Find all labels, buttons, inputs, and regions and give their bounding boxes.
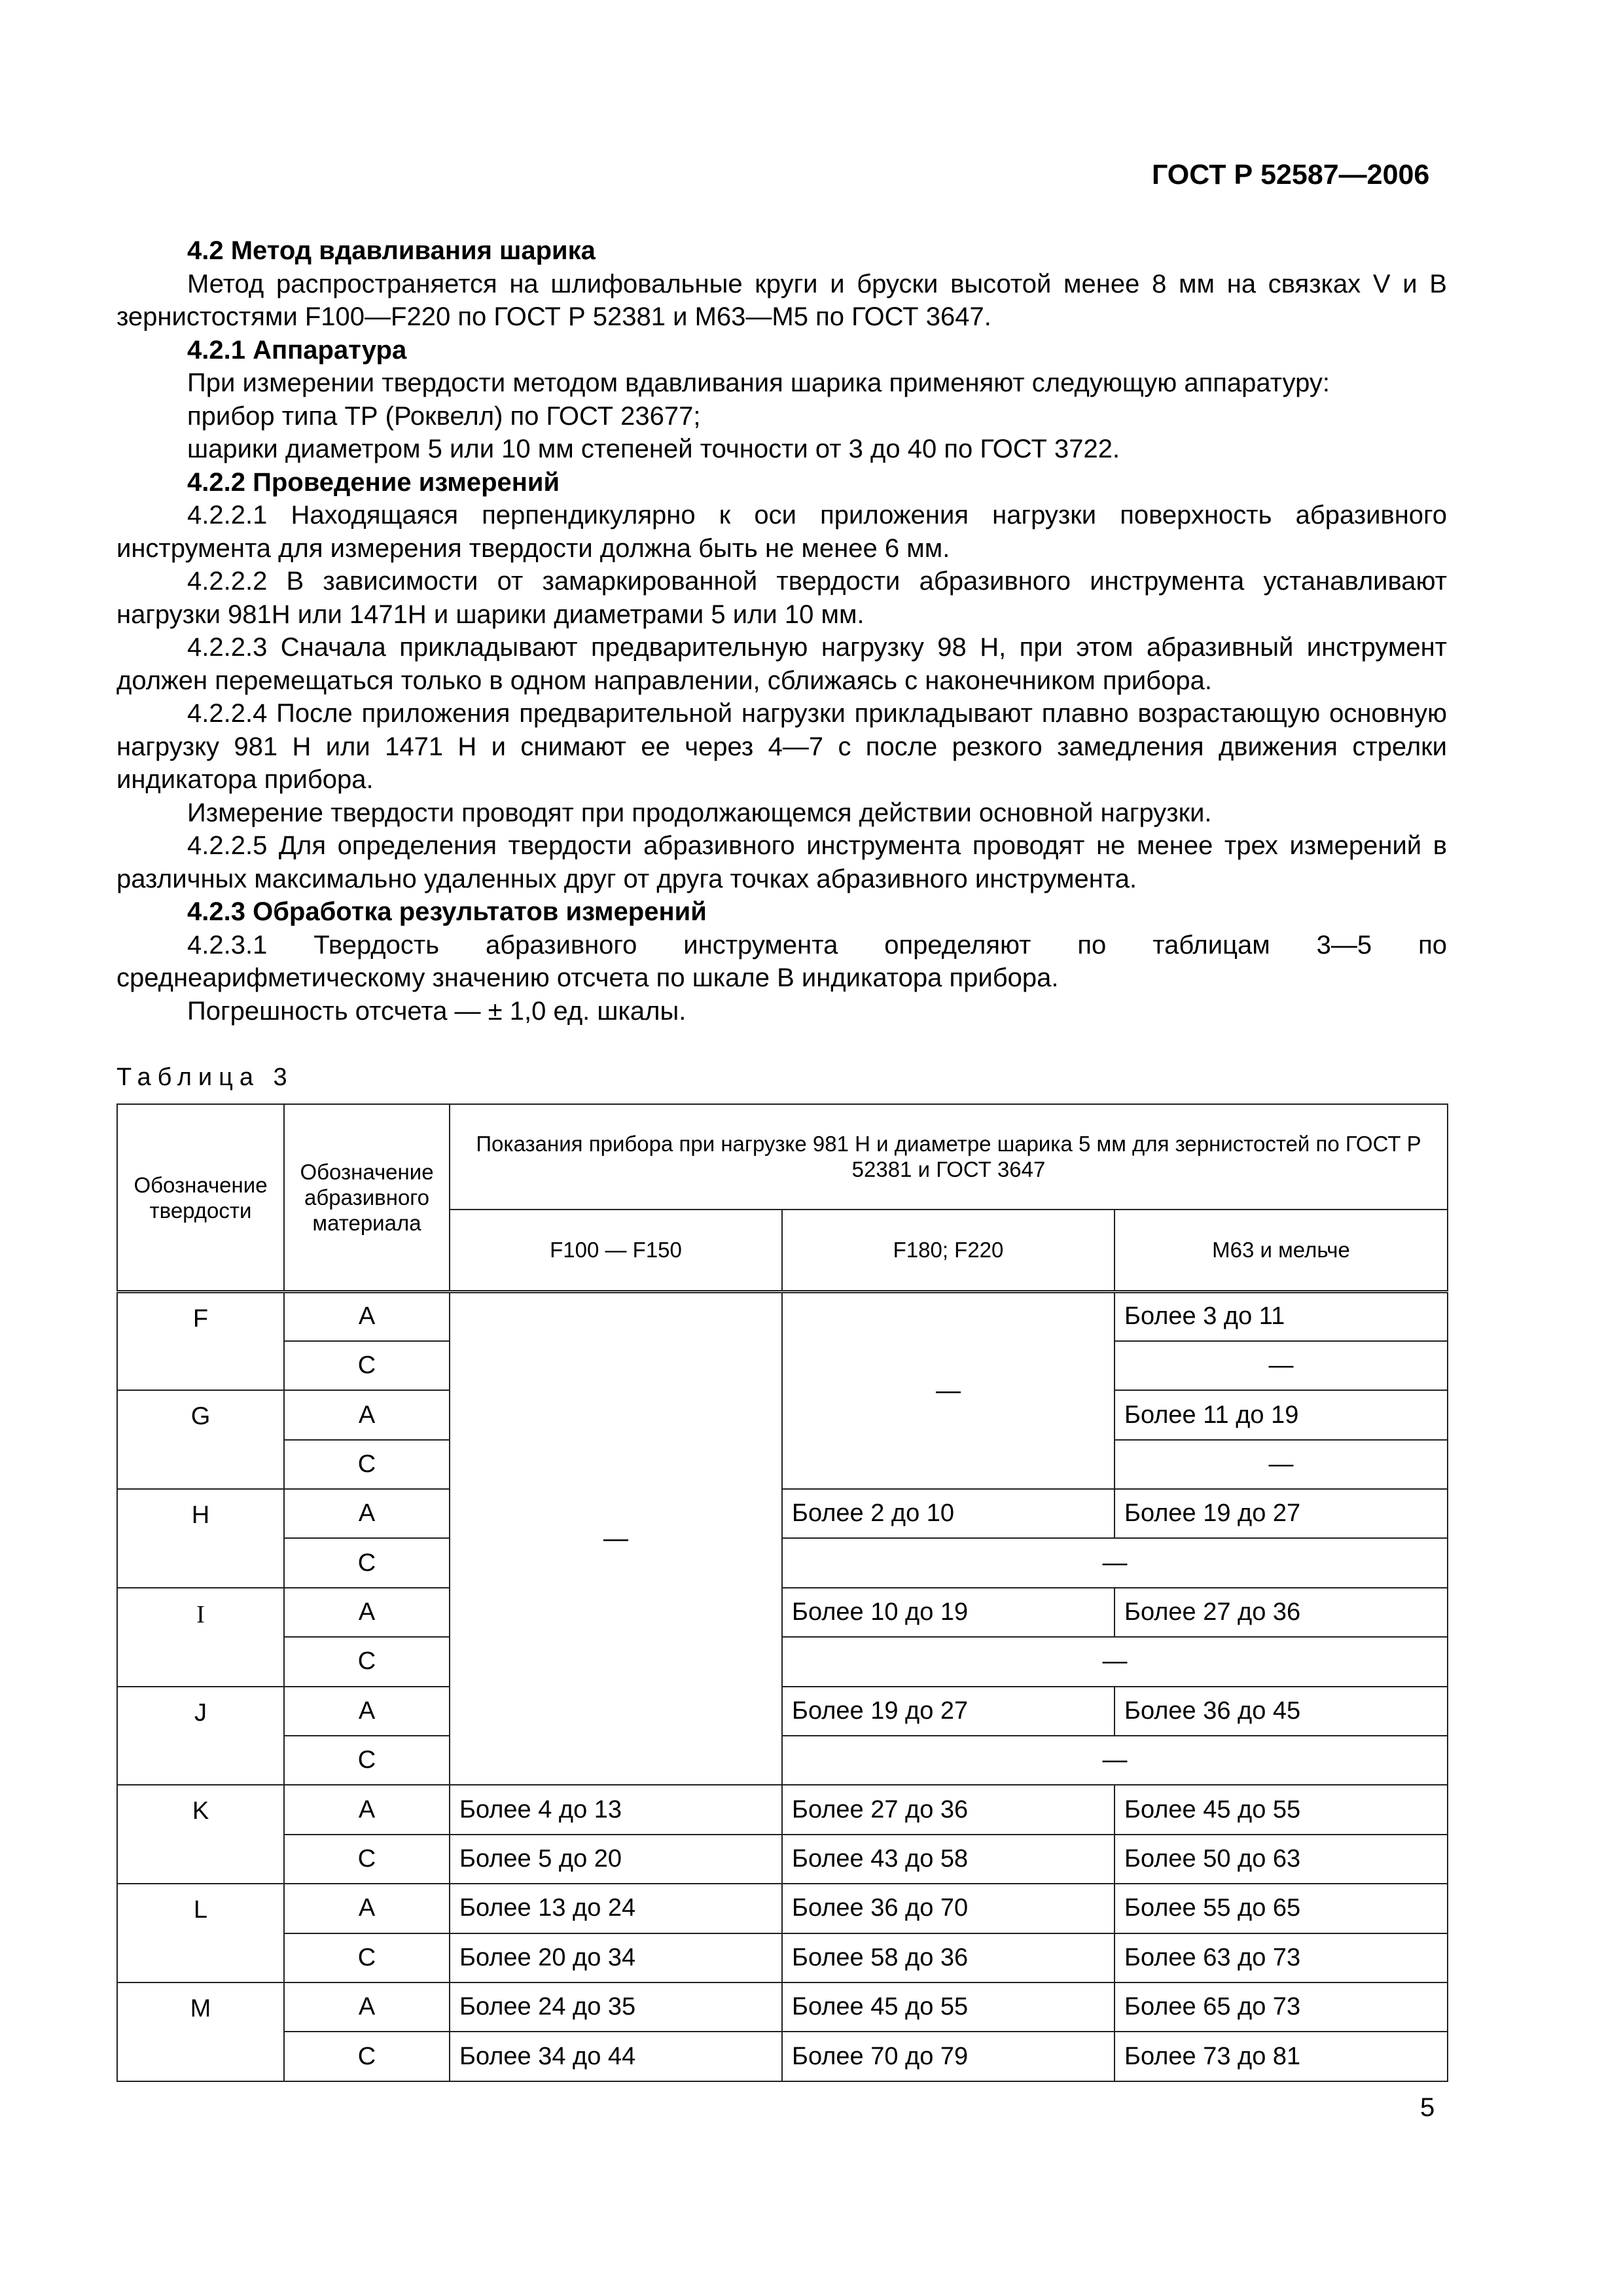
- table-caption: Таблица 3: [116, 1064, 294, 1091]
- value-cell: Более 36 до 70: [782, 1884, 1115, 1933]
- value-cell: Более 45 до 55: [1115, 1785, 1448, 1834]
- dash-cell-f180-upper: —: [782, 1292, 1115, 1490]
- value-cell: Более 5 до 20: [450, 1835, 782, 1884]
- hardness-cell: G: [117, 1390, 284, 1489]
- dash-cell: —: [1115, 1341, 1448, 1390]
- table-row: [117, 1538, 1448, 1587]
- paragraph-4-2-2-1: 4.2.2.1 Находящаяся перпендикулярно к оси приложения нагрузки поверхность абразивного инструмента для измерения твердости должна быть не менее 6 мм.: [116, 501, 1447, 563]
- dash-cell: —: [782, 1736, 1448, 1785]
- dash-cell: —: [782, 1538, 1448, 1587]
- paragraph-scope: Метод распространяется на шлифовальные круги и бруски высотой менее 8 мм на связках V и B зернистостями F100—F220 по ГОСТ Р 52381 и M63—M5 по ГОСТ 3647.: [116, 269, 1447, 331]
- paragraph-4-2-2-2: 4.2.2.2 В зависимости от замаркированной твердости абразивного инструмента устанавливают нагрузки 981Н или 1471Н и шарики диаметрами 5 или 10 мм.: [116, 567, 1447, 629]
- value-cell: Более 65 до 73: [1115, 1982, 1448, 2032]
- paragraph-4-2-2-3: 4.2.2.3 Сначала прикладывают предварительную нагрузку 98 Н, при этом абразивный инструмент должен перемещаться только в одном направлении, сближаясь с наконечником прибора.: [116, 633, 1447, 695]
- dash-cell: —: [782, 1637, 1448, 1686]
- hardness-cell: H: [117, 1489, 284, 1588]
- material-cell: A: [284, 1687, 450, 1736]
- material-cell: C: [284, 1736, 450, 1785]
- material-cell: A: [284, 1785, 450, 1834]
- material-cell: C: [284, 1835, 450, 1884]
- hardness-cell: K: [117, 1785, 284, 1884]
- hardness-cell: L: [117, 1884, 284, 1982]
- value-cell: Более 43 до 58: [782, 1835, 1115, 1884]
- table-row: [117, 1933, 1448, 1982]
- paragraph-apparatus-device: прибор типа ТР (Роквелл) по ГОСТ 23677;: [187, 401, 701, 431]
- page-number: 5: [1420, 2093, 1435, 2122]
- material-cell: C: [284, 1341, 450, 1390]
- paragraph-apparatus-balls: шарики диаметром 5 или 10 мм степеней точности от 3 до 40 по ГОСТ 3722.: [187, 435, 1120, 463]
- table-row: [117, 1687, 1448, 1736]
- table-row: [117, 1489, 1448, 1538]
- material-cell: A: [284, 1982, 450, 2032]
- hardness-table: [116, 1103, 1448, 2082]
- value-cell: Более 3 до 11: [1115, 1292, 1448, 1341]
- header-col-f100: F100 — F150: [450, 1210, 782, 1292]
- hardness-cell: J: [117, 1687, 284, 1785]
- value-cell: Более 4 до 13: [450, 1785, 782, 1834]
- paragraph-apparatus-intro: При измерении твердости методом вдавливания шарика применяют следующую аппаратуру:: [187, 368, 1330, 397]
- value-cell: Более 58 до 36: [782, 1933, 1115, 1982]
- paragraph-error: Погрешность отсчета — ± 1,0 ед. шкалы.: [187, 996, 687, 1026]
- material-cell: C: [284, 2032, 450, 2081]
- value-cell: Более 10 до 19: [782, 1588, 1115, 1637]
- value-cell: Более 19 до 27: [1115, 1489, 1448, 1538]
- table-row: [117, 1588, 1448, 1637]
- document-code: ГОСТ Р 52587—2006: [1152, 159, 1430, 190]
- body-text: [116, 234, 1447, 1028]
- table-row: [117, 1982, 1448, 2032]
- paragraph-4-2-3-1: 4.2.3.1 Твердость абразивного инструмента определяют по таблицам 3—5 по среднеарифметическому значению отсчета по шкале B индикатора прибора.: [116, 930, 1447, 992]
- value-cell: Более 24 до 35: [450, 1982, 782, 2032]
- value-cell: Более 45 до 55: [782, 1982, 1115, 2032]
- value-cell: Более 50 до 63: [1115, 1835, 1448, 1884]
- table-row: [117, 1835, 1448, 1884]
- value-cell: Более 34 до 44: [450, 2032, 782, 2081]
- hardness-cell: M: [117, 1982, 284, 2081]
- header-material: Обозначение абразивного материала: [284, 1104, 450, 1292]
- paragraph-4-2-2-4: 4.2.2.4 После приложения предварительной нагрузки прикладывают плавно возрастающую основную нагрузку 981 Н или 1471 Н и снимают ее через 4—7 с после резкого замедления движения стрелки индикатора прибора.: [116, 699, 1447, 794]
- value-cell: Более 63 до 73: [1115, 1933, 1448, 1982]
- material-cell: A: [284, 1588, 450, 1637]
- table-row: [117, 1736, 1448, 1785]
- table-row: [117, 1884, 1448, 1933]
- hardness-cell: I: [117, 1588, 284, 1687]
- material-cell: A: [284, 1489, 450, 1538]
- hardness-cell: F: [117, 1292, 284, 1391]
- material-cell: A: [284, 1390, 450, 1439]
- value-cell: Более 73 до 81: [1115, 2032, 1448, 2081]
- header-col-f180: F180; F220: [782, 1210, 1115, 1292]
- paragraph-4-2-2-5: 4.2.2.5 Для определения твердости абразивного инструмента проводят не менее трех измерений в различных максимально удаленных друг от друга точках абразивного инструмента.: [116, 831, 1447, 893]
- value-cell: Более 19 до 27: [782, 1687, 1115, 1736]
- section-heading-4-2-3: 4.2.3 Обработка результатов измерений: [187, 897, 707, 926]
- value-cell: Более 13 до 24: [450, 1884, 782, 1933]
- value-cell: Более 70 до 79: [782, 2032, 1115, 2081]
- material-cell: A: [284, 1884, 450, 1933]
- value-cell: Более 36 до 45: [1115, 1687, 1448, 1736]
- material-cell: C: [284, 1538, 450, 1587]
- material-cell: C: [284, 1440, 450, 1489]
- header-col-m63: M63 и мельче: [1115, 1210, 1448, 1292]
- section-heading-4-2: 4.2 Метод вдавливания шарика: [187, 236, 596, 265]
- dash-cell-f100-upper: —: [450, 1292, 782, 1785]
- value-cell: Более 2 до 10: [782, 1489, 1115, 1538]
- material-cell: C: [284, 1637, 450, 1686]
- material-cell: A: [284, 1292, 450, 1341]
- material-cell: C: [284, 1933, 450, 1982]
- dash-cell: —: [1115, 1440, 1448, 1489]
- header-hardness: Обозначение твердости: [117, 1104, 284, 1292]
- value-cell: Более 11 до 19: [1115, 1390, 1448, 1439]
- table-row: [117, 2032, 1448, 2081]
- table-row: [117, 1292, 1448, 1341]
- section-heading-4-2-2: 4.2.2 Проведение измерений: [187, 467, 560, 497]
- value-cell: Более 20 до 34: [450, 1933, 782, 1982]
- value-cell: Более 27 до 36: [1115, 1588, 1448, 1637]
- header-group: Показания прибора при нагрузке 981 Н и диаметре шарика 5 мм для зернистостей по ГОСТ Р 52381 и ГОСТ 3647: [450, 1104, 1448, 1210]
- section-heading-4-2-1: 4.2.1 Аппаратура: [187, 335, 407, 365]
- paragraph-measure-note: Измерение твердости проводят при продолжающемся действии основной нагрузки.: [187, 798, 1212, 827]
- table-row: [117, 1785, 1448, 1834]
- value-cell: Более 27 до 36: [782, 1785, 1115, 1834]
- table-row: [117, 1637, 1448, 1686]
- value-cell: Более 55 до 65: [1115, 1884, 1448, 1933]
